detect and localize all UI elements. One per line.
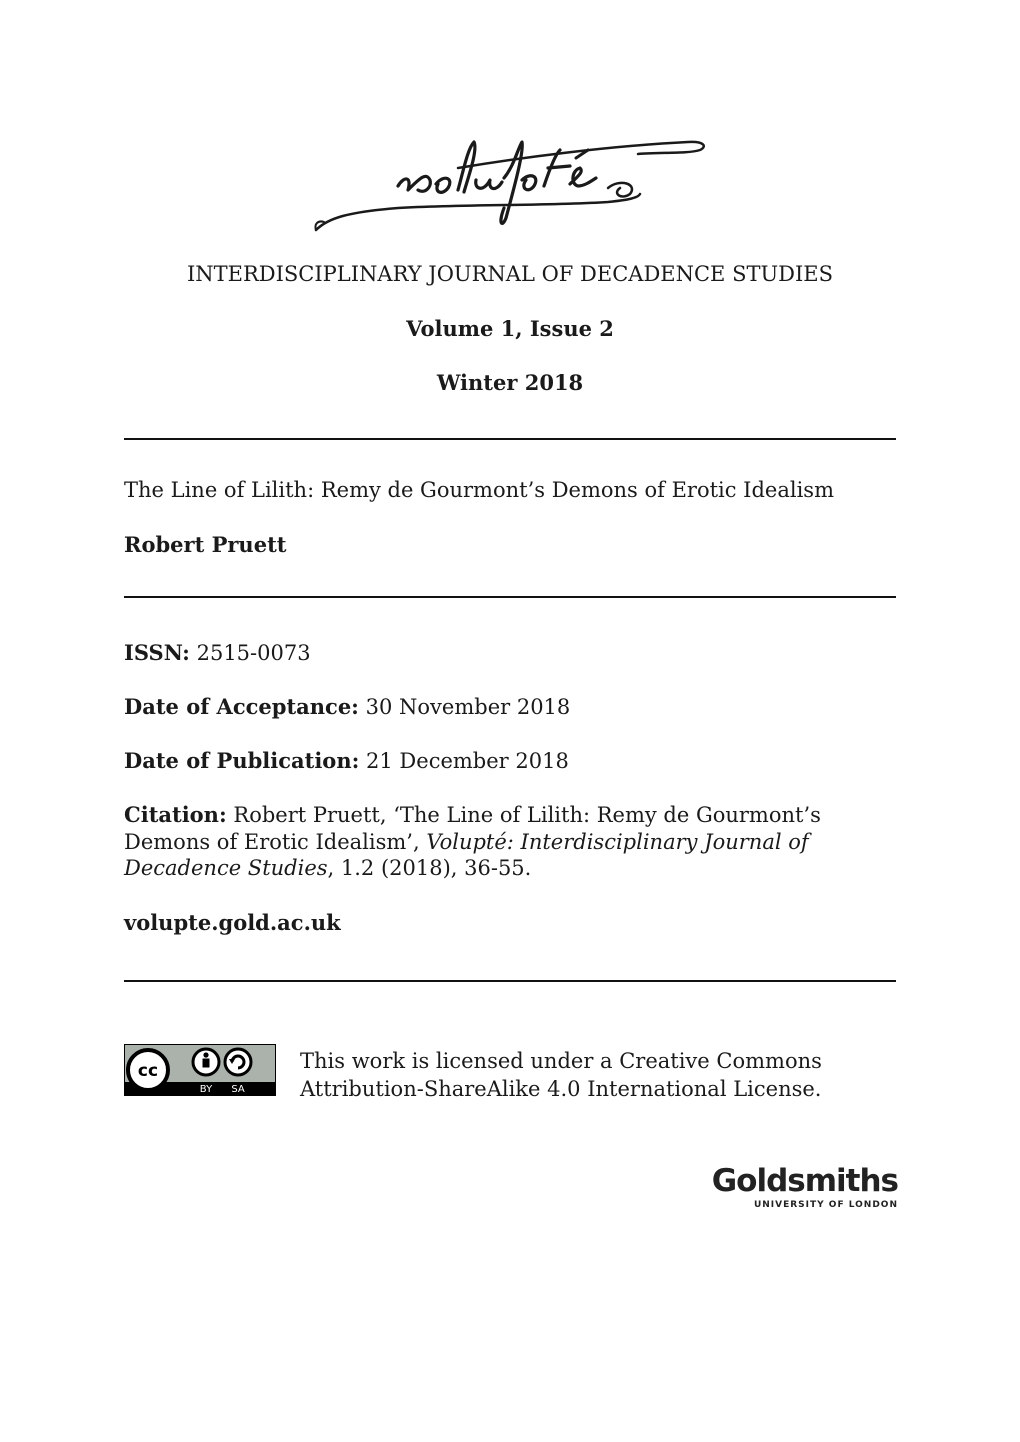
license-text: This work is licensed under a Creative Commons Attribution-ShareAlike 4.0 International License. [300, 1049, 822, 1101]
issn-value: 2515-0073 [196, 641, 311, 665]
issn-field [124, 640, 311, 665]
volume-issue: Volume 1, Issue 2 [406, 316, 614, 341]
issn-label: ISSN: [124, 640, 190, 665]
issue-season: Winter 2018 [436, 370, 584, 395]
publication-date-field [124, 748, 569, 773]
acceptance-label: Date of Acceptance: [124, 694, 359, 719]
volupte-logo [308, 128, 708, 236]
citation [124, 802, 884, 882]
divider [124, 438, 896, 440]
citation-journal: Volupté: Interdisciplinary Journal of Decadence Studies [124, 829, 809, 880]
citation-text: Robert Pruett, ‘The Line of Lilith: Remy de Gourmont’s Demons of Erotic Idealism’, [124, 803, 821, 854]
divider [124, 980, 896, 982]
divider [124, 596, 896, 598]
journal-title: INTERDISCIPLINARY JOURNAL OF DECADENCE STUDIES [186, 262, 834, 286]
article-title: The Line of Lilith: Remy de Gourmont’s Demons of Erotic Idealism [124, 478, 834, 502]
acceptance-date-field [124, 694, 570, 719]
publisher-name: Goldsmiths [711, 1163, 898, 1199]
article-author: Robert Pruett [124, 532, 287, 557]
cc-mark: cc [137, 1061, 159, 1081]
publisher-subtitle: UNIVERSITY OF LONDON [753, 1200, 898, 1210]
journal-url[interactable]: volupte.gold.ac.uk [124, 910, 341, 935]
publication-value: 21 December 2018 [366, 749, 569, 773]
goldsmiths-logo [706, 1164, 898, 1210]
cc-by-label: BY [199, 1084, 213, 1095]
publication-label: Date of Publication: [124, 748, 360, 773]
cc-by-sa-icon[interactable] [124, 1044, 276, 1096]
cc-sa-label: SA [231, 1084, 245, 1095]
citation-details: , 1.2 (2018), 36-55. [327, 856, 532, 880]
acceptance-value: 30 November 2018 [365, 695, 571, 719]
citation-label: Citation: [124, 802, 227, 827]
